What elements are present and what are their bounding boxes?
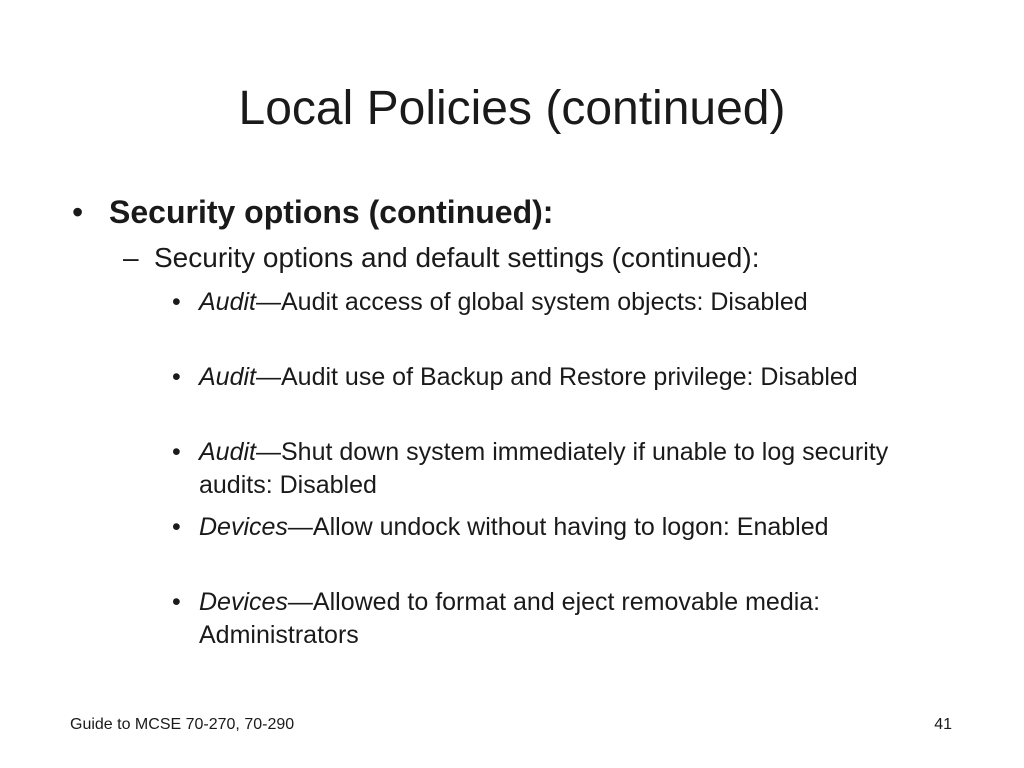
setting-item-body	[199, 361, 951, 394]
setting-item-body	[199, 436, 951, 502]
bullet-dot-icon: •	[172, 513, 181, 541]
setting-category: Audit	[199, 363, 256, 391]
setting-item-body	[199, 286, 951, 319]
bullet-dot-icon: •	[172, 363, 181, 391]
footer-page-number: 41	[934, 716, 952, 733]
setting-description: Audit access of global system objects: Disabled	[280, 288, 808, 316]
setting-description: Allowed to format and eject removable media: Administrators	[199, 588, 821, 649]
bullet-dot-icon: •	[72, 194, 84, 230]
slide-title: Local Policies (continued)	[238, 82, 786, 135]
setting-category: Audit	[199, 288, 256, 316]
setting-separator: —	[255, 363, 281, 391]
bullet-dot-icon: •	[172, 588, 181, 616]
setting-separator: —	[255, 288, 281, 316]
bullet-text: Security options (continued):	[109, 194, 554, 230]
footer-course-title: Guide to MCSE 70-270, 70-290	[70, 716, 295, 733]
dash-icon: –	[123, 242, 139, 273]
setting-item-body	[199, 586, 951, 652]
setting-item-body	[199, 511, 951, 544]
setting-category: Audit	[199, 438, 256, 466]
setting-separator: —	[287, 588, 313, 616]
bullet-dot-icon: •	[172, 288, 181, 316]
setting-separator: —	[287, 513, 313, 541]
setting-separator: —	[255, 438, 281, 466]
sub-bullet-text: Security options and default settings (continued):	[154, 242, 760, 273]
setting-description: Audit use of Backup and Restore privilege: Disabled	[280, 363, 858, 391]
bullet-dot-icon: •	[172, 438, 181, 466]
setting-description: Allow undock without having to logon: Enabled	[312, 513, 829, 541]
setting-category: Devices	[199, 513, 288, 541]
setting-category: Devices	[199, 588, 288, 616]
setting-description: Shut down system immediately if unable to log security audits: Disabled	[199, 438, 889, 499]
